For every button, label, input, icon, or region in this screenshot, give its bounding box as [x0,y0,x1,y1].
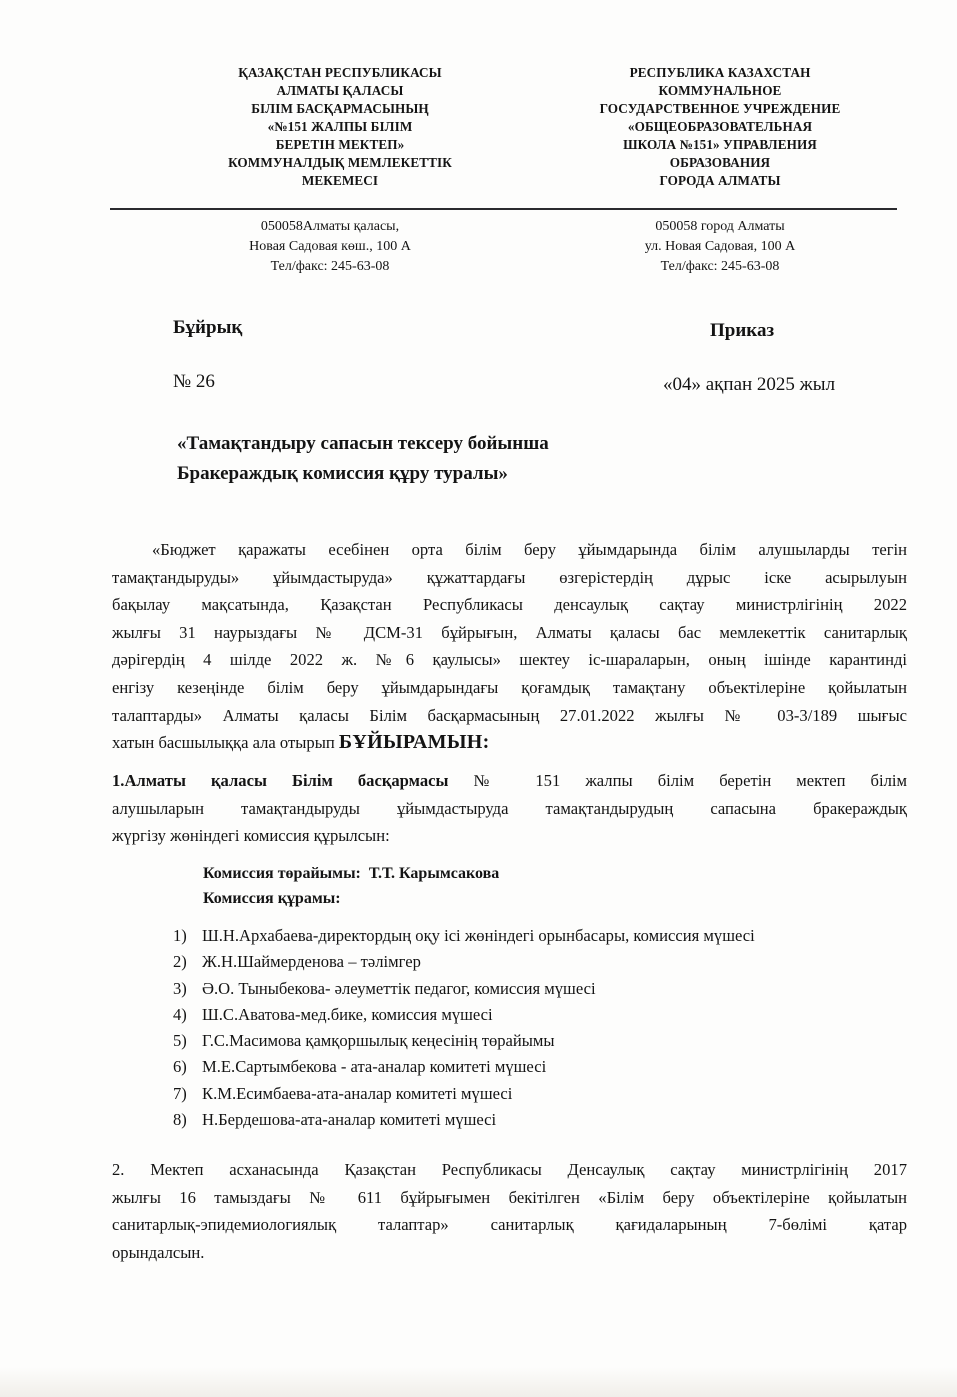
member-text: М.Е.Сартымбекова - ата-аналар комитеті мүшесі [202,1057,547,1077]
preamble-last-text: хатын басшылыққа ала отырып [112,733,339,753]
member-number: 4) [173,1004,187,1024]
order-subject [177,429,549,489]
order-title-kazakh: Бұйрық [173,317,243,338]
header-ru-line: РЕСПУБЛИКА КАЗАХСТАН [629,65,811,80]
item-1-line: алушыларын тамақтандыруды ұйымдастыруда тамақтандырудың сапасына бракераждық [112,798,907,818]
list-item [173,1107,755,1133]
member-number: 6) [173,1057,187,1077]
list-item [173,1054,755,1080]
member-number: 8) [173,1110,187,1130]
member-text: Ш.С.Аватова-мед.бике, комиссия мүшесі [202,1004,493,1024]
member-number: 7) [173,1083,187,1103]
header-ru-line: ОБРАЗОВАНИЯ [669,155,771,170]
preamble-line: тамақтандыруды» ұйымдастыруда» құжаттардағы өзгерістердің дұрыс іске асырылуын [112,567,907,587]
address-kazakh [195,217,465,277]
header-divider [110,208,897,210]
member-number: 3) [173,978,187,998]
item-2-line: 2. Мектеп асханасында Қазақстан Республикасы Денсаулық сақтау министрлігінің 2017 [112,1160,907,1179]
header-kz-line: МЕКЕМЕСІ [301,173,379,188]
list-item [173,976,755,1002]
chair-label: Комиссия төрайымы: [203,865,361,882]
header-ru-line: КОММУНАЛЬНОЕ [658,83,782,98]
order-directive: БҰЙЫРАМЫН: [338,731,490,754]
list-item [173,1081,755,1107]
header-ru-line: ШКОЛА №151» УПРАВЛЕНИЯ [623,137,817,152]
chair-name: Т.Т. Карымсакова [368,865,500,882]
commission-block [203,861,499,911]
commission-members-list [173,923,755,1133]
subject-line: Бракераждық комиссия құру туралы» [177,463,508,484]
header-kz-line: АЛМАТЫ ҚАЛАСЫ [276,83,404,98]
address-kz-line: Тел/факс: 245-63-08 [270,259,390,274]
list-item [173,949,755,975]
address-kz-line: Новая Садовая көш., 100 А [249,239,411,254]
member-number: 2) [173,952,187,972]
order-title-russian: Приказ [710,320,775,341]
member-text: К.М.Есимбаева-ата-аналар комитеті мүшесі [202,1083,513,1103]
preamble-line: жылғы 31 наурыздағы № ДСМ-31 бұйрығын, Алматы қаласы бас мемлекеттік санитарлық [112,622,907,642]
order-number: № 26 [173,371,215,392]
item-1-bold-prefix: 1.Алматы қаласы Білім басқармасы [112,771,449,790]
address-ru-line: Тел/факс: 245-63-08 [660,259,780,274]
list-item [173,923,755,949]
item-1-paragraph [112,767,907,850]
header-ru-line: ГОРОДА АЛМАТЫ [659,173,781,188]
header-kz-line: КОММУНАЛДЫҚ МЕМЛЕКЕТТІК [228,155,452,170]
item-1-line [112,767,907,795]
address-kz-line: 050058Алматы қаласы, [260,219,400,234]
preamble-line: «Бюджет қаражаты есебінен орта білім беру ұйымдарында білім алушыларды тегін [152,540,907,559]
header-russian [565,64,875,190]
member-number: 5) [173,1031,187,1051]
item-2-line: жылғы 16 тамыздағы № 611 бұйрығымен бекітілген «Білім беру объектілеріне қойылатын [112,1187,907,1207]
header-kazakh [185,64,495,190]
commission-chair [203,861,499,886]
header-ru-line: ГОСУДАРСТВЕННОЕ УЧРЕЖДЕНИЕ [599,101,841,116]
preamble-line: енгізу кезеңінде білім беру ұйымдарындағы қоғамдық тамақтану объектілеріне қойылатын [112,677,907,697]
subject-line: «Тамақтандыру сапасын тексеру бойынша [177,433,549,454]
preamble-line: дәрігердің 4 шілде 2022 ж. №6 қаулысы» шектеу іс-шараларын, оның ішінде карантинді [112,650,907,670]
member-text: Н.Бердешова-ата-аналар комитеті мүшесі [202,1110,497,1130]
header-kz-line: БЕРЕТІН МЕКТЕП» [275,137,405,152]
page-bottom-edge [0,1367,957,1397]
member-text: Г.С.Масимова қамқоршылық кеңесінің төрайымы [202,1031,555,1051]
order-date: «04» ақпан 2025 жыл [663,374,836,395]
header-kz-line: ҚАЗАҚСТАН РЕСПУБЛИКАСЫ [238,65,442,80]
member-text: Ш.Н.Архабаева-директордың оқу ісі жөніндегі орынбасары, комиссия мүшесі [202,926,755,945]
member-text: Ә.О. Тыныбекова- әлеуметтік педагог, комиссия мүшесі [202,978,596,998]
address-ru-line: 050058 город Алматы [655,219,785,234]
item-2-line: санитарлық-эпидемиологиялық талаптар» санитарлық қағидаларының 7-бөлімі қатар [112,1215,907,1235]
header-kz-line: «№151 ЖАЛПЫ БІЛІМ [267,119,413,134]
members-label: Комиссия құрамы: [203,890,341,907]
header-ru-line: «ОБЩЕОБРАЗОВАТЕЛЬНАЯ [627,119,813,134]
preamble-line: талаптарды» Алматы қаласы Білім басқармасының 27.01.2022 жылғы № 03-3/189 шығыс [112,705,907,725]
preamble-paragraph [112,536,907,757]
item-1-line: жүргізу жөніндегі комиссия құрылсын: [112,826,390,846]
header-kz-line: БІЛІМ БАСҚАРМАСЫНЫҢ [251,101,429,116]
preamble-last-line [112,729,907,757]
preamble-line: бақылау мақсатында, Қазақстан Республикасы денсаулық сақтау министрлігінің 2022 [112,595,907,615]
address-russian [585,217,855,277]
address-ru-line: ул. Новая Садовая, 100 А [644,239,796,254]
item-1-line1-rest: № 151 жалпы білім беретін мектеп білім [448,771,908,790]
item-2-line: орындалсын. [112,1242,205,1262]
member-text: Ж.Н.Шаймерденова – тәлімгер [202,952,421,972]
member-number: 1) [173,926,187,945]
list-item [173,1028,755,1054]
list-item [173,1002,755,1028]
item-2-paragraph [112,1156,907,1266]
